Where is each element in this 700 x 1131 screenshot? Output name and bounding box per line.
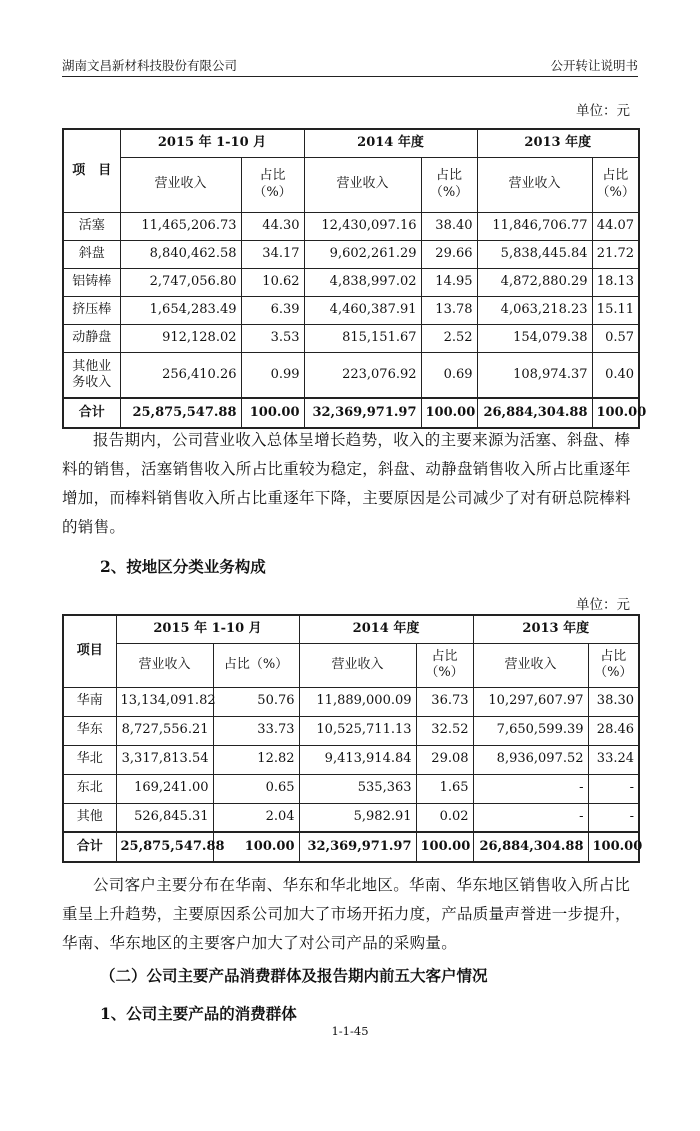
revenue-cell: 5,982.91 [299,803,416,832]
period-header: 2013 年度 [477,129,639,157]
total-row [63,398,639,428]
revenue-cell: 11,846,706.77 [477,212,592,240]
ratio-cell: 6.39 [241,296,304,324]
ratio-cell: 29.08 [416,745,473,774]
row-label: 活塞 [63,212,120,240]
ratio-cell: - [588,803,639,832]
ratio-cell: 0.57 [592,324,639,352]
revenue-cell: 8,936,097.52 [473,745,588,774]
ratio-cell: 2.04 [213,803,299,832]
total-revenue-cell: 26,884,304.88 [477,398,592,428]
table-row [63,716,639,745]
section-heading: 1、公司主要产品的消费群体 [100,1004,297,1023]
revenue-cell: 7,650,599.39 [473,716,588,745]
total-ratio-cell: 100.00 [588,832,639,862]
revenue-cell: - [473,774,588,803]
table-row [63,803,639,832]
revenue-header: 营业收入 [120,157,241,212]
row-label: 华南 [63,687,116,716]
ratio-cell: 13.78 [421,296,477,324]
revenue-cell: 5,838,445.84 [477,240,592,268]
ratio-cell: 14.95 [421,268,477,296]
revenue-cell: 169,241.00 [116,774,213,803]
ratio-cell: 0.99 [241,352,304,398]
revenue-cell: 9,602,261.29 [304,240,421,268]
ratio-cell: 50.76 [213,687,299,716]
total-ratio-cell: 100.00 [416,832,473,862]
item-header: 项 目 [63,129,120,212]
revenue-cell: 8,840,462.58 [120,240,241,268]
region-revenue-table [62,614,643,863]
table-row [63,352,639,398]
revenue-cell: - [473,803,588,832]
revenue-cell: 815,151.67 [304,324,421,352]
total-ratio-cell: 100.00 [421,398,477,428]
ratio-header: 占比（%） [213,643,299,687]
ratio-cell: 18.13 [592,268,639,296]
table-row [63,240,639,268]
unit-label: 单位：元 [576,597,630,613]
period-header: 2015 年 1-10 月 [120,129,304,157]
ratio-header: 占比 （%） [421,157,477,212]
document-title: 公开转让说明书 [550,58,638,73]
revenue-cell: 4,460,387.91 [304,296,421,324]
revenue-cell: 8,727,556.21 [116,716,213,745]
revenue-cell: 223,076.92 [304,352,421,398]
total-ratio-cell: 100.00 [213,832,299,862]
ratio-cell: 36.73 [416,687,473,716]
revenue-cell: 912,128.02 [120,324,241,352]
total-ratio-cell: 100.00 [592,398,639,428]
total-revenue-cell: 26,884,304.88 [473,832,588,862]
row-label: 斜盘 [63,240,120,268]
revenue-cell: 12,430,097.16 [304,212,421,240]
ratio-cell: 32.52 [416,716,473,745]
row-label: 东北 [63,774,116,803]
row-label: 动静盘 [63,324,120,352]
ratio-cell: 1.65 [416,774,473,803]
ratio-cell: 0.40 [592,352,639,398]
revenue-cell: 108,974.37 [477,352,592,398]
revenue-header: 营业收入 [299,643,416,687]
revenue-cell: 10,297,607.97 [473,687,588,716]
ratio-header: 占比 （%） [416,643,473,687]
ratio-cell: 33.24 [588,745,639,774]
revenue-cell: 256,410.26 [120,352,241,398]
table-row [63,212,639,240]
ratio-header: 占比 （%） [588,643,639,687]
ratio-cell: 38.30 [588,687,639,716]
row-label: 华东 [63,716,116,745]
row-label: 挤压棒 [63,296,120,324]
table-row [63,687,639,716]
table-row [63,324,639,352]
ratio-cell: 33.73 [213,716,299,745]
item-header: 项目 [63,615,116,687]
table-row [63,296,639,324]
region-analysis-paragraph: 公司客户主要分布在华南、华东和华北地区。华南、华东地区销售收入所占比重呈上升趋势，主要原因系公司加大了市场开拓力度，产品质量声誉进一步提升，华南、华东地区的主要客户加大了对公司产品的采购量。 [62,876,631,952]
ratio-cell: 28.46 [588,716,639,745]
revenue-cell: 526,845.31 [116,803,213,832]
ratio-cell: 38.40 [421,212,477,240]
revenue-cell: 9,413,914.84 [299,745,416,774]
ratio-cell: 10.62 [241,268,304,296]
table-row [63,268,639,296]
revenue-cell: 10,525,711.13 [299,716,416,745]
ratio-cell: - [588,774,639,803]
revenue-cell: 2,747,056.80 [120,268,241,296]
ratio-cell: 44.07 [592,212,639,240]
revenue-header: 营业收入 [304,157,421,212]
period-header: 2013 年度 [473,615,639,643]
product-revenue-table [62,128,647,429]
total-ratio-cell: 100.00 [241,398,304,428]
total-revenue-cell: 25,875,547.88 [120,398,241,428]
revenue-cell: 13,134,091.82 [116,687,213,716]
row-label: 铝铸棒 [63,268,120,296]
total-revenue-cell: 25,875,547.88 [116,832,213,862]
revenue-cell: 11,465,206.73 [120,212,241,240]
ratio-cell: 21.72 [592,240,639,268]
product-analysis-paragraph: 报告期内，公司营业收入总体呈增长趋势，收入的主要来源为活塞、斜盘、棒料的销售，活塞销售收入所占比重较为稳定，斜盘、动静盘销售收入所占比重逐年增加，而棒料销售收入所占比重逐年下降，主要原因是公司减少了对有研总院棒料的销售。 [62,431,631,536]
ratio-cell: 44.30 [241,212,304,240]
ratio-cell: 2.52 [421,324,477,352]
page-header [62,52,638,77]
total-revenue-cell: 32,369,971.97 [299,832,416,862]
revenue-cell: 11,889,000.09 [299,687,416,716]
ratio-cell: 15.11 [592,296,639,324]
ratio-header: 占比 （%） [241,157,304,212]
revenue-cell: 4,063,218.23 [477,296,592,324]
ratio-cell: 34.17 [241,240,304,268]
ratio-cell: 0.69 [421,352,477,398]
row-label: 华北 [63,745,116,774]
period-header: 2015 年 1-10 月 [116,615,299,643]
section-heading: （二）公司主要产品消费群体及报告期内前五大客户情况 [100,966,488,985]
ratio-cell: 12.82 [213,745,299,774]
period-header: 2014 年度 [299,615,473,643]
company-name: 湖南文昌新材科技股份有限公司 [62,58,238,73]
revenue-cell: 154,079.38 [477,324,592,352]
row-label: 其他业 务收入 [63,352,120,398]
unit-label: 单位：元 [576,103,630,119]
revenue-cell: 4,872,880.29 [477,268,592,296]
revenue-header: 营业收入 [116,643,213,687]
revenue-header: 营业收入 [477,157,592,212]
table-row [63,745,639,774]
total-revenue-cell: 32,369,971.97 [304,398,421,428]
ratio-cell: 29.66 [421,240,477,268]
revenue-cell: 4,838,997.02 [304,268,421,296]
total-label: 合计 [63,398,120,428]
ratio-cell: 0.02 [416,803,473,832]
ratio-header: 占比 （%） [592,157,639,212]
ratio-cell: 3.53 [241,324,304,352]
row-label: 其他 [63,803,116,832]
revenue-cell: 535,363 [299,774,416,803]
total-row [63,832,639,862]
revenue-header: 营业收入 [473,643,588,687]
table-row [63,774,639,803]
revenue-cell: 1,654,283.49 [120,296,241,324]
ratio-cell: 0.65 [213,774,299,803]
total-label: 合计 [63,832,116,862]
revenue-cell: 3,317,813.54 [116,745,213,774]
period-header: 2014 年度 [304,129,477,157]
section-heading: 2、按地区分类业务构成 [100,557,266,576]
page-number: 1-1-45 [331,1024,369,1038]
